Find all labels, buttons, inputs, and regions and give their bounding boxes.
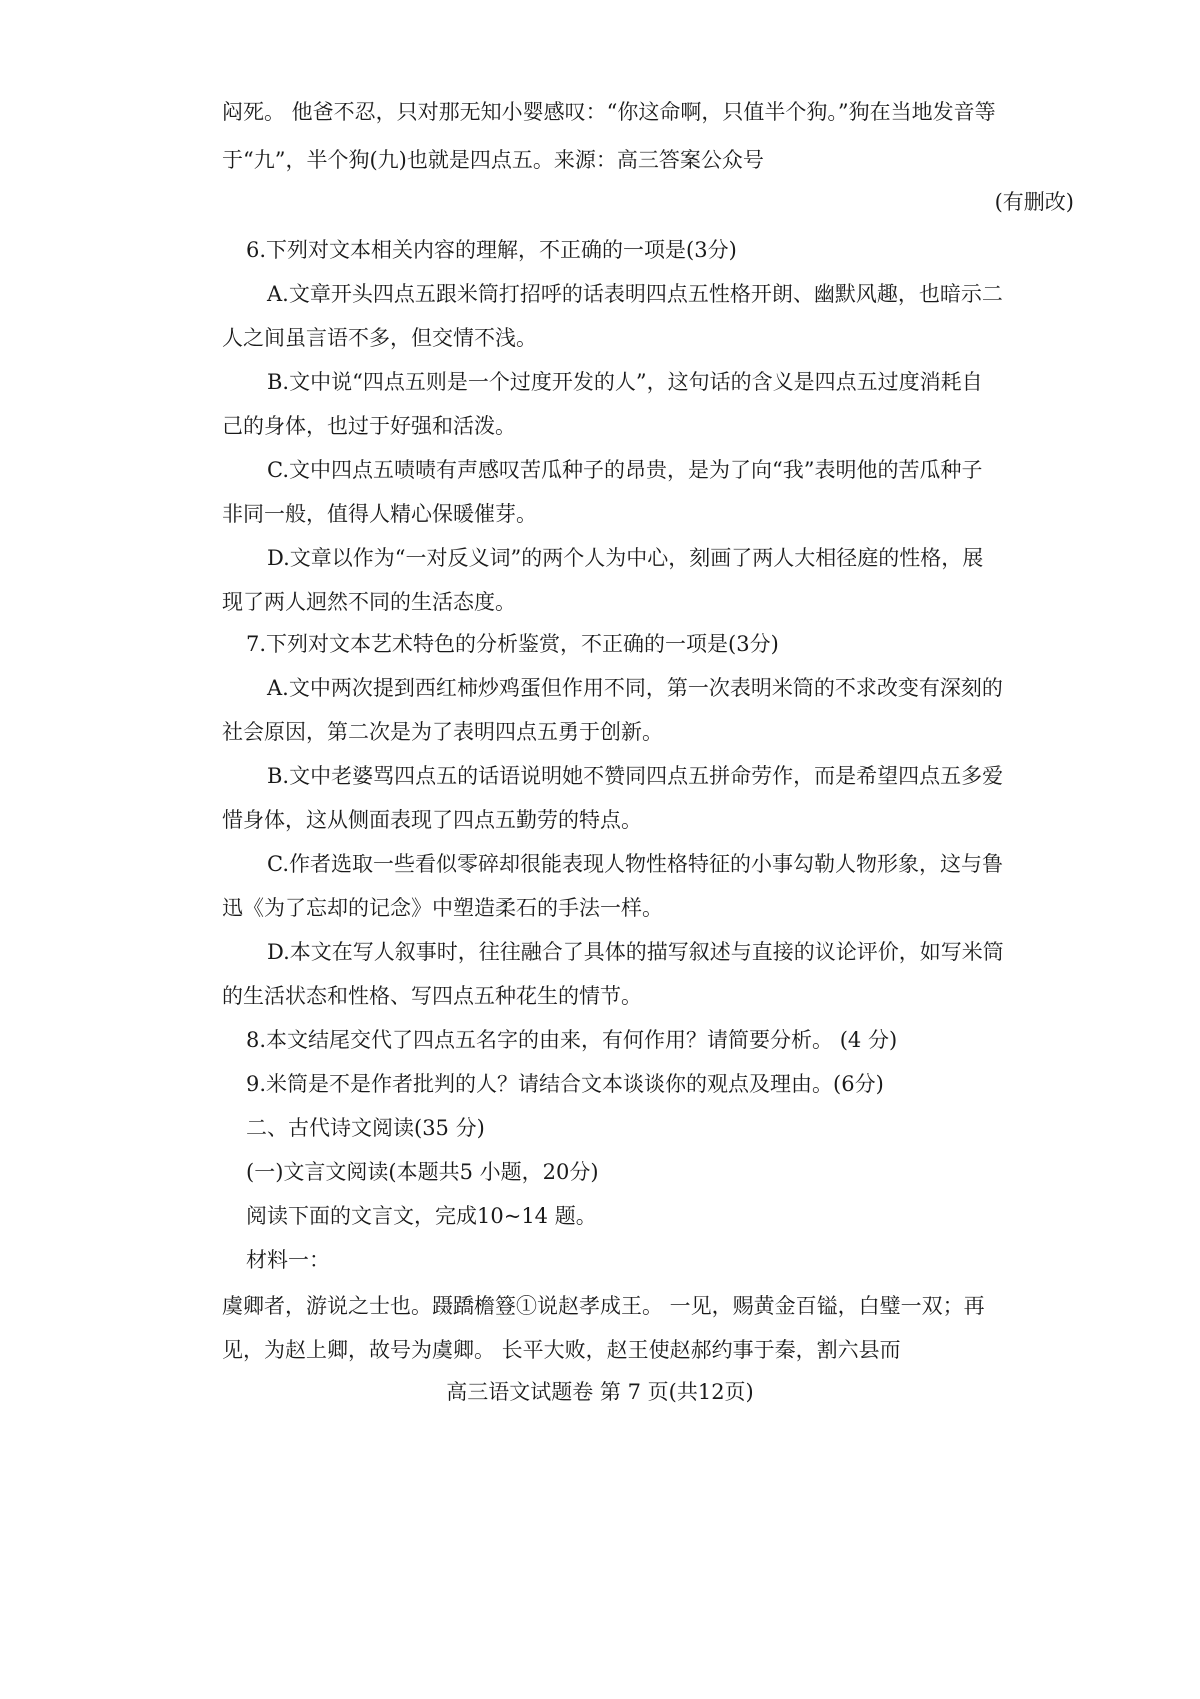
text-line: 非同一般，值得人精心保暖催芽。 xyxy=(222,502,537,526)
subsection-heading: (一)文言文阅读(本题共5 小题，20分) xyxy=(246,1160,599,1184)
question-6-option-a: A.文章开头四点五跟米筒打招呼的话表明四点五性格开朗、幽默风趣，也暗示二 xyxy=(267,282,1003,306)
question-7: 7.下列对文本艺术特色的分析鉴赏，不正确的一项是(3分) xyxy=(246,632,779,656)
classical-text-line: 虞卿者，游说之士也。蹑蹻檐簦①说赵孝成王。 一见，赐黄金百镒，白璧一双；再 xyxy=(222,1294,985,1318)
question-9: 9.米筒是不是作者批判的人？请结合文本谈谈你的观点及理由。(6分) xyxy=(246,1072,884,1096)
text-line: 人之间虽言语不多，但交情不浅。 xyxy=(222,326,537,350)
page-footer: 高三语文试题卷 第 7 页(共12页) xyxy=(446,1380,754,1404)
question-6: 6.下列对文本相关内容的理解，不正确的一项是(3分) xyxy=(246,238,737,262)
question-7-option-a: A.文中两次提到西红柿炒鸡蛋但作用不同，第一次表明米筒的不求改变有深刻的 xyxy=(267,676,1003,700)
question-6-option-c: C.文中四点五啧啧有声感叹苦瓜种子的昂贵，是为了向“我”表明他的苦瓜种子 xyxy=(267,458,983,482)
question-6-option-b: B.文中说“四点五则是一个过度开发的人”，这句话的含义是四点五过度消耗自 xyxy=(267,370,983,394)
section-heading: 二、古代诗文阅读(35 分) xyxy=(246,1116,485,1140)
question-7-option-c: C.作者选取一些看似零碎却很能表现人物性格特征的小事勾勒人物形象，这与鲁 xyxy=(267,852,1003,876)
text-line: 于“九”，半个狗(九)也就是四点五。来源：高三答案公众号 xyxy=(222,148,764,172)
question-7-option-d: D.本文在写人叙事时，往往融合了具体的描写叙述与直接的议论评价，如写米筒 xyxy=(267,940,1004,964)
classical-text-line: 见，为赵上卿，故号为虞卿。 长平大败，赵王使赵郝约事于秦，割六县而 xyxy=(222,1338,901,1362)
question-7-option-b: B.文中老婆骂四点五的话语说明她不赞同四点五拼命劳作，而是希望四点五多爱 xyxy=(267,764,1004,788)
text-line: 现了两人迥然不同的生活态度。 xyxy=(222,590,516,614)
source-note: (有删改) xyxy=(994,190,1074,214)
text-line: 社会原因，第二次是为了表明四点五勇于创新。 xyxy=(222,720,663,744)
text-line: 闷死。 他爸不忍，只对那无知小婴感叹：“你这命啊，只值半个狗。”狗在当地发音等 xyxy=(222,100,996,124)
text-line: 迅《为了忘却的记念》中塑造柔石的手法一样。 xyxy=(222,896,663,920)
instruction: 阅读下面的文言文，完成10~14 题。 xyxy=(246,1204,597,1228)
question-6-option-d: D.文章以作为“一对反义词”的两个人为中心，刻画了两人大相径庭的性格，展 xyxy=(267,546,984,570)
question-8: 8.本文结尾交代了四点五名字的由来，有何作用？请简要分析。 (4 分) xyxy=(246,1028,898,1052)
text-line: 惜身体，这从侧面表现了四点五勤劳的特点。 xyxy=(222,808,642,832)
text-line: 的生活状态和性格、写四点五种花生的情节。 xyxy=(222,984,642,1008)
material-label: 材料一： xyxy=(246,1248,330,1272)
text-line: 己的身体，也过于好强和活泼。 xyxy=(222,414,516,438)
